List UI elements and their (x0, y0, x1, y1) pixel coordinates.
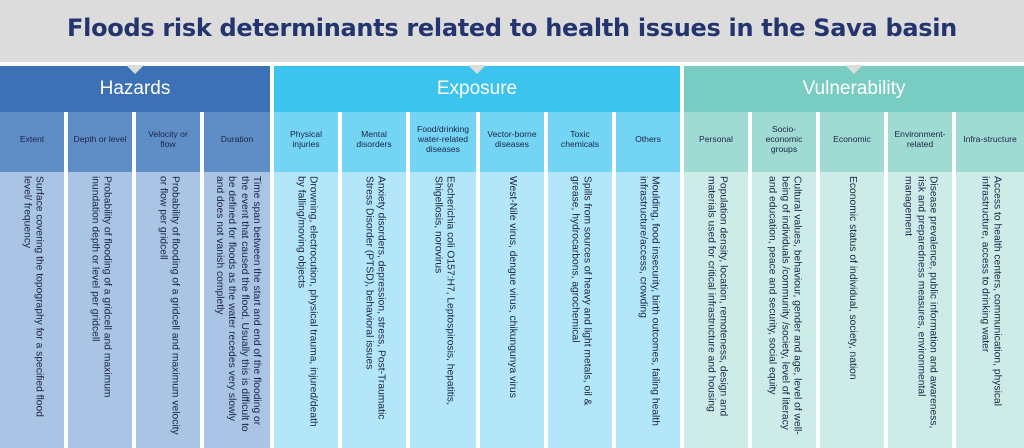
header-notch (126, 65, 144, 74)
column-heading: Economic (820, 112, 884, 172)
group-title-exposure: Exposure (436, 78, 518, 99)
column-heading: Mental disorders (342, 112, 406, 172)
column-text: Disease prevalence, public information and awareness, risk and preparedness measures, environmental management (902, 176, 939, 429)
column-body (342, 172, 406, 448)
column-body (548, 172, 612, 448)
column-text: Probability of flooding of a gridcell and maximum velocity or flow per gridcell (157, 176, 181, 435)
column-body (888, 172, 952, 448)
column-velocity-or-flow (136, 112, 200, 448)
column-body (752, 172, 816, 448)
column-heading: Duration (204, 112, 270, 172)
column-physical-injuries (274, 112, 338, 448)
column-body (136, 172, 200, 448)
group-vulnerability (684, 66, 1024, 448)
column-body (616, 172, 680, 448)
column-heading: Personal (684, 112, 748, 172)
column-heading: Vector-borne diseases (480, 112, 544, 172)
column-heading: Velocity or flow (136, 112, 200, 172)
column-heading: Others (616, 112, 680, 172)
column-heading: Depth or level (68, 112, 132, 172)
column-text: Cultural values, behaviour, gender and age, level of well-being of individuals /community /society, level of literacy and education, peace and security, social equity (766, 176, 803, 435)
header-notch (468, 65, 486, 74)
column-heading: Food/drinking water-related diseases (410, 112, 476, 172)
column-mental-disorders (342, 112, 406, 448)
column-text: West-Nile virus, dengue virus, chikungunya virus (507, 176, 519, 398)
group-exposure (274, 66, 680, 448)
group-title-hazards: Hazards (99, 78, 171, 99)
column-body (68, 172, 132, 448)
column-food-drinking-water-diseases (410, 112, 476, 448)
column-body (204, 172, 270, 448)
column-body (274, 172, 338, 448)
column-body (410, 172, 476, 448)
column-text: Surface covering the topography for a specified flood level/ frequency (21, 176, 45, 417)
column-text: Moulding, food insecurity, birth outcomes, failing health infrastructure/access, crowding (637, 176, 661, 426)
column-text: Population density, location, remoteness, design and materials used for critical infrastructure and housing (705, 176, 729, 417)
column-environment-related (888, 112, 952, 448)
column-body (480, 172, 544, 448)
column-text: Probability of flooding of a gridcell and maximum inundation depth or level per gridcell (89, 176, 113, 398)
column-body (820, 172, 884, 448)
column-text: Access to health centers, communication, physical infrastructure, access to drinking water (979, 176, 1003, 407)
column-text: Time span between the start and end of the flooding or the event that caused the flood. Usually this is difficult to be defined for floods as the water recedes very slowly and does not vanish completly (213, 176, 262, 432)
column-text: Anxiety disorders, depression, stress, Post-Traumatic Stress Disorder (PTSD), behavioral issues (363, 176, 387, 420)
header-notch (845, 65, 863, 74)
column-heading: Infra-structure (956, 112, 1024, 172)
column-socio-economic-groups (752, 112, 816, 448)
column-others (616, 112, 680, 448)
column-text: Drowning, electrocution, physical trauma, injured/death by falling/moving objects (295, 176, 319, 427)
group-title-vulnerability: Vulnerability (802, 78, 906, 99)
column-personal (684, 112, 748, 448)
column-infrastructure (956, 112, 1024, 448)
column-vector-borne-diseases (480, 112, 544, 448)
column-heading: Socio-economic groups (752, 112, 816, 172)
column-extent (0, 112, 64, 448)
column-text: Economic status of individual, society, nation (847, 176, 859, 380)
column-text: Escherichia coli O157:H7, Leptospirosis, hepatitis, Shigellosis, norovirus (432, 176, 456, 405)
group-hazards (0, 66, 270, 448)
column-heading: Extent (0, 112, 64, 172)
page-title: Floods risk determinants related to health issues in the Sava basin (67, 14, 957, 42)
column-heading: Physical injuries (274, 112, 338, 172)
column-toxic-chemicals (548, 112, 612, 448)
column-text: Spills from sources of heavy and light metals, oil & grease, hydrocarbons, agrochemical (569, 176, 593, 406)
column-body (956, 172, 1024, 448)
column-depth-or-level (68, 112, 132, 448)
column-duration (204, 112, 270, 448)
column-heading: Environment-related (888, 112, 952, 172)
column-body (684, 172, 748, 448)
column-body (0, 172, 64, 448)
column-economic (820, 112, 884, 448)
column-heading: Toxic chemicals (548, 112, 612, 172)
